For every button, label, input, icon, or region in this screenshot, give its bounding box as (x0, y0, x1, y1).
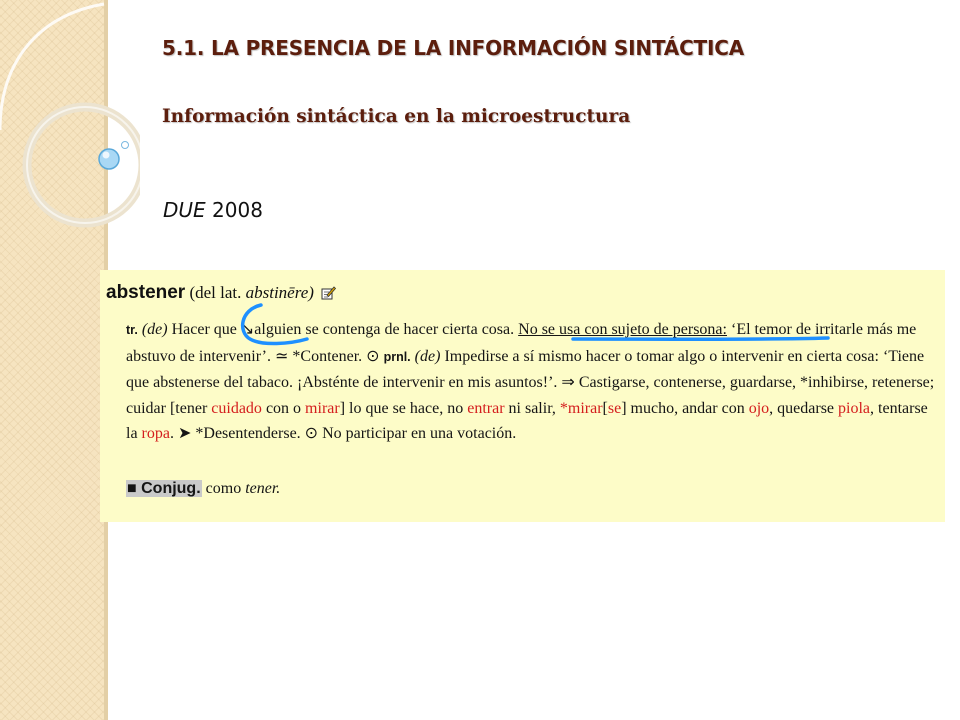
source-year: 2008 (212, 198, 263, 222)
source-abbreviation: DUE (163, 198, 206, 222)
definition-text: , tentarse la (126, 399, 928, 442)
definition-text: Hacer que ↘alguien se contenga de hacer cierta cosa. (167, 321, 519, 338)
definition-text: con o (261, 399, 306, 417)
entry-definition (126, 317, 936, 447)
cross-reference: cuidado (211, 399, 262, 417)
edit-note-icon (321, 286, 336, 300)
cross-reference: se (607, 399, 622, 417)
definition-text: [ (602, 399, 608, 417)
cross-reference: entrar (467, 399, 505, 417)
source-label (163, 198, 263, 222)
slide-subtitle: Información sintáctica en la microestructura (162, 106, 631, 127)
cross-reference: piola (838, 399, 871, 417)
cross-reference: ojo (748, 399, 770, 417)
definition-text: Impedirse a sí mismo hacer o tomar algo o intervenir en cierta cosa: ‘Tiene que abstenerse del tabaco. ¡Absténte de intervenir en mis asuntos!’. ⇒ Castigarse, contenerse, guardarse, *inhibirse, retenerse; cuidar [tener (126, 347, 935, 417)
definition-text: ‘El temor de irritarle más me abstuvo de intervenir’. ≃ *Contener. ⊙ (126, 321, 917, 365)
headword-line (106, 282, 336, 304)
deco-bubble (99, 149, 119, 169)
usage-note: No se usa con sujeto de persona: (518, 321, 727, 338)
cross-reference: ropa (141, 425, 170, 442)
headword: abstener (106, 282, 186, 303)
deco-small-bubble (122, 142, 129, 149)
cross-reference: *mirar (559, 399, 603, 417)
etymology-prefix: (del lat. (189, 283, 242, 302)
deco-bubble-highlight (103, 152, 110, 159)
etymology-word: abstinēre) (245, 283, 314, 302)
pos-label: prnl. (383, 349, 411, 364)
regime-label: (de) (141, 321, 168, 338)
dictionary-entry (100, 270, 945, 522)
definition-text: . ➤ *Desentenderse. ⊙ No participar en una votación. (169, 425, 517, 442)
decorative-circles (0, 0, 140, 260)
conjugation-text: como (201, 480, 246, 497)
cross-reference: mirar (305, 399, 340, 417)
conjugation-reference: tener. (245, 480, 281, 497)
definition-text: ] mucho, andar con (621, 399, 749, 417)
conjugation-note (126, 480, 280, 498)
conjugation-label: ■ Conjug. (127, 480, 201, 497)
slide-title: 5.1. LA PRESENCIA DE LA INFORMACIÓN SINTÁCTICA (162, 36, 744, 60)
pos-label: tr. (126, 323, 138, 337)
regime-label: (de) (414, 347, 441, 365)
definition-text: ] lo que se hace, no (339, 399, 468, 417)
definition-text: , quedarse (769, 399, 839, 417)
definition-text: ni salir, (504, 399, 560, 417)
